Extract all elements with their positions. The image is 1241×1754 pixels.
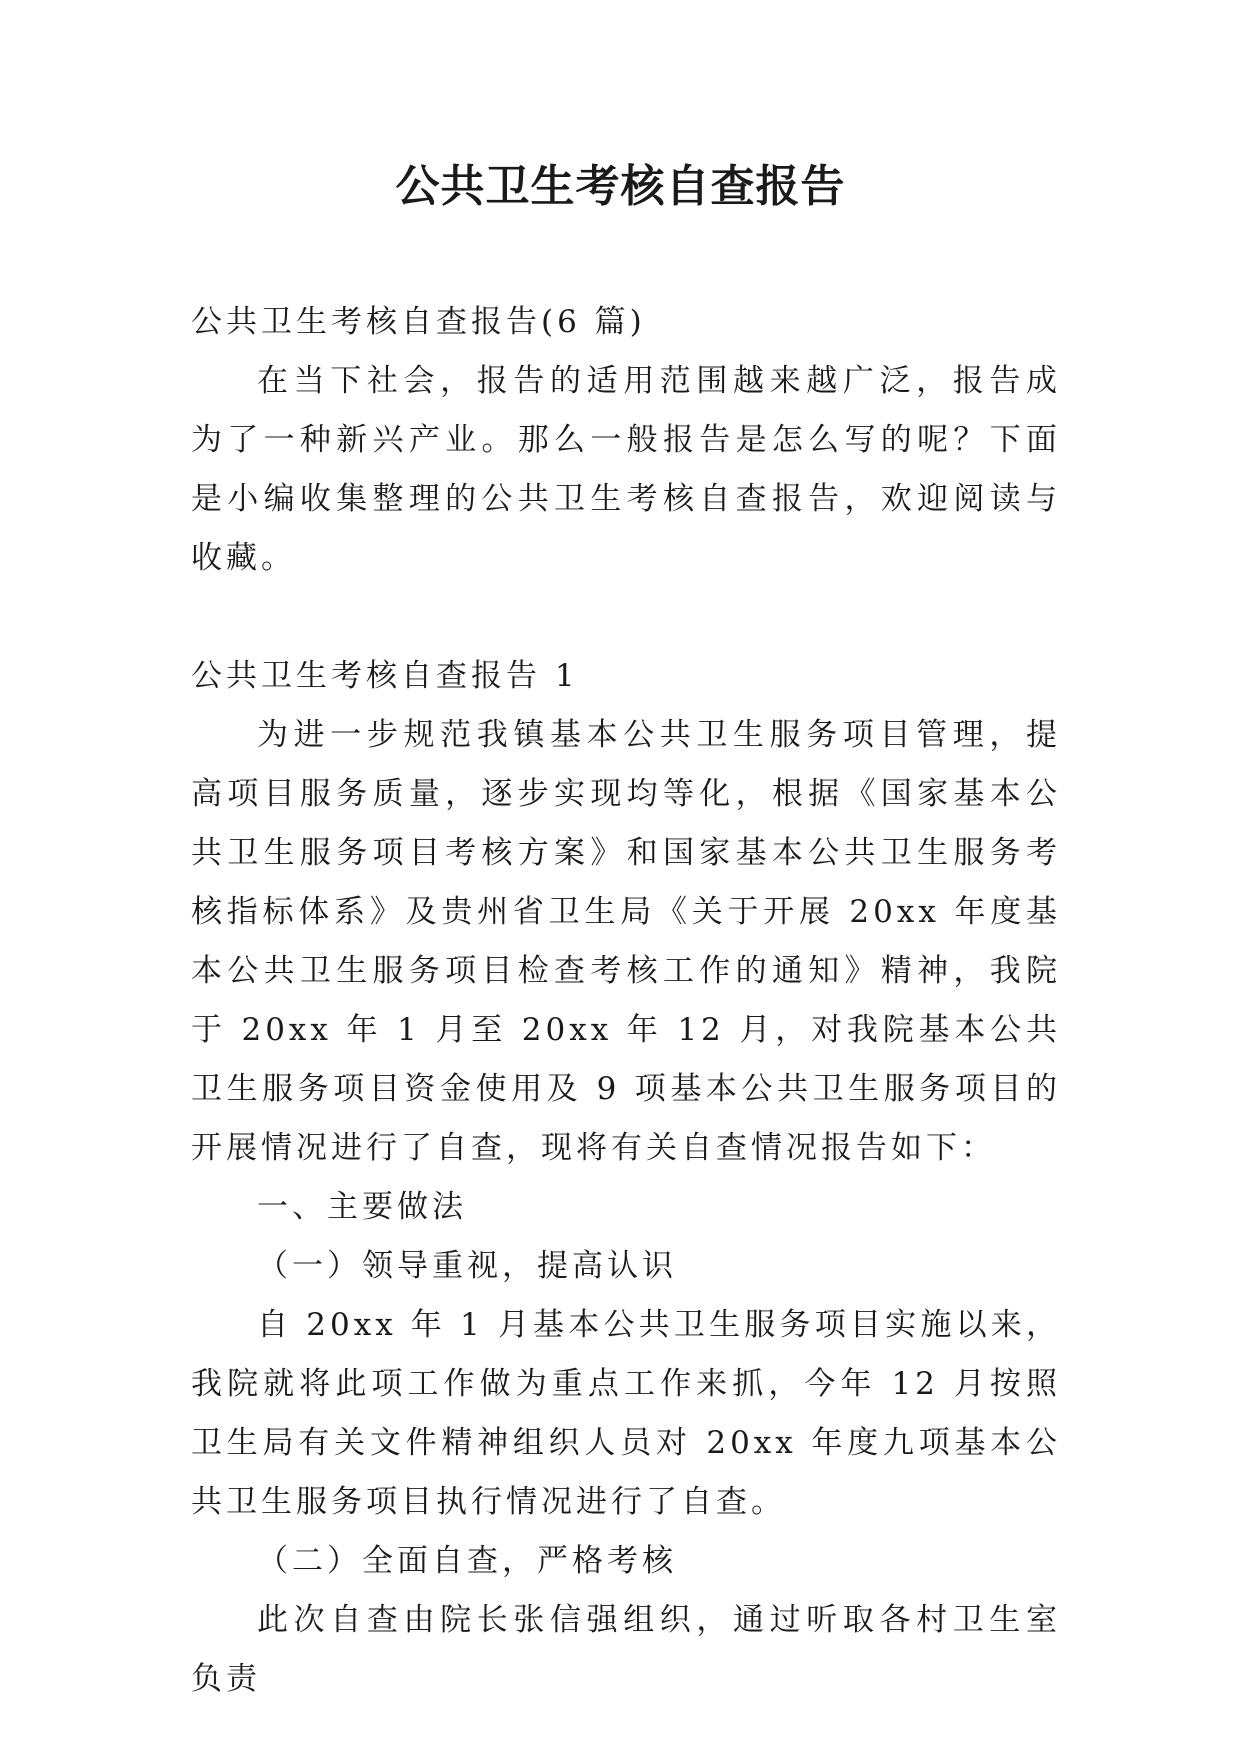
subsection-paragraph-2: 此次自查由院长张信强组织，通过听取各村卫生室负责 — [191, 1602, 1061, 1697]
section-heading: 公共卫生考核自查报告 1 — [191, 658, 579, 694]
document-body — [191, 293, 1061, 1709]
subsection-paragraph-1: 自 20xx 年 1 月基本公共卫生服务项目实施以来，我院就将此项工作做为重点工作来抓，今年 12 月按照卫生局有关文件精神组织人员对 20xx 年度九项基本公共卫生服务项目执行情况进行了自查。 — [191, 1307, 1061, 1520]
document-subtitle: 公共卫生考核自查报告(6 篇) — [191, 304, 646, 340]
intro-paragraph: 在当下社会，报告的适用范围越来越广泛，报告成为了一种新兴产业。那么一般报告是怎么写的呢？下面是小编收集整理的公共卫生考核自查报告，欢迎阅读与收藏。 — [191, 363, 1061, 576]
subsection-heading-main: 一、主要做法 — [257, 1189, 467, 1225]
subsection-heading-2: （二）全面自查，严格考核 — [257, 1543, 677, 1579]
subsection-heading-1: （一）领导重视，提高认识 — [257, 1248, 677, 1284]
section-paragraph: 为进一步规范我镇基本公共卫生服务项目管理，提高项目服务质量，逐步实现均等化，根据《国家基本公共卫生服务项目考核方案》和国家基本公共卫生服务考核指标体系》及贵州省卫生局《关于开展 20xx 年度基本公共卫生服务项目检查考核工作的通知》精神，我院于 20xx 年 1 月至 20xx 年 12 月，对我院基本公共卫生服务项目资金使用及 9 项基本公共卫生服务项目的开展情况进行了自查，现将有关自查情况报告如下： — [191, 717, 1061, 1166]
document-title: 公共卫生考核自查报告 — [395, 161, 846, 212]
paragraph-spacer — [191, 588, 1061, 647]
